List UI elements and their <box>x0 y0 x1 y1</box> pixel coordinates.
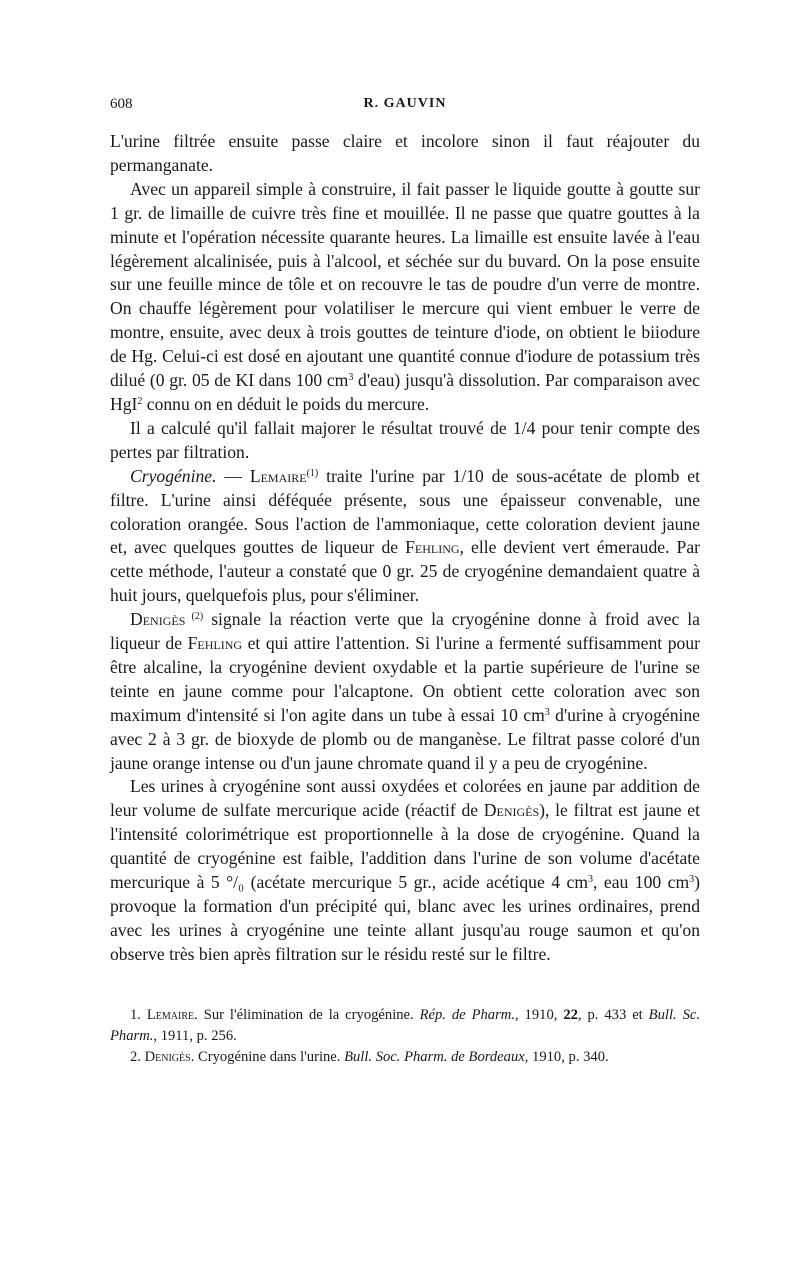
body-text <box>110 130 700 967</box>
text-run: d'urine à cryogénine avec 2 à 3 gr. de bioxyde de plomb ou de manganèse. Le filtrat passe coloré d'un jaune orange intense ou d'un jaune chromate quand il y a peu de cryogénine. <box>110 704 700 773</box>
running-head: R. GAUVIN <box>363 96 447 111</box>
paragraph-p4 <box>110 465 700 608</box>
small-caps-name: Lemaire <box>146 1006 195 1023</box>
text-run: , 1911, p. 256. <box>153 1027 237 1044</box>
small-caps-name: Denigès <box>483 800 540 821</box>
paragraph-p3 <box>110 417 700 465</box>
text-run: . Sur l'élimination de la cryogénine. <box>194 1006 420 1023</box>
footnote-fn2 <box>110 1047 700 1068</box>
italic-text: Bull. Sc. Pharm. <box>110 1006 700 1044</box>
superscript: 2 <box>137 395 143 407</box>
italic-text: Cryogénine. <box>130 465 217 486</box>
superscript: (1) <box>306 467 319 479</box>
text-run: L'urine filtrée ensuite passe claire et incolore sinon il faut réajouter du permanganate. <box>110 131 700 175</box>
paragraph-p6 <box>110 775 700 966</box>
text-run: 2. <box>130 1048 145 1065</box>
text-run: et qui attire l'attention. Si l'urine a fermenté suffisamment pour être alcaline, la cryogénine devient oxydable et la partie supérieure de l'urine se teinte en jaune comme pour l'alcaptone. On obtient cette coloration avec son maximum d'intensité si l'on agite dans un tube à essai 10 cm <box>110 633 700 725</box>
text-run: traite l'urine par 1/10 de sous-acétate de plomb et filtre. L'urine ainsi déféquée présente, sous une épaisseur convenable, une coloration orangée. Sous l'action de l'ammoniaque, cette coloration devient jaune et, avec quelques gouttes de liqueur de <box>110 465 700 558</box>
paragraph-p1 <box>110 130 700 178</box>
paragraph-p2 <box>110 178 700 417</box>
small-caps-name: Fehling <box>187 633 243 654</box>
footnotes <box>110 1005 700 1068</box>
text-run: . Cryogénine dans l'urine. <box>190 1048 345 1065</box>
text-run: ) provoque la formation d'un précipité qui, blanc avec les urines ordinaires, prend avec les urines à cryogénine une teinte allant jusqu'au rouge saumon et qu'on observe très bien après filtration sur le résidu resté sur le filtre. <box>110 872 700 964</box>
superscript: 3 <box>588 874 594 886</box>
text-run: signale la réaction verte que la cryogénine donne à froid avec la liqueur de <box>110 609 700 654</box>
superscript: (2) <box>185 611 204 623</box>
text-run: , elle devient vert émeraude. Par cette méthode, l'auteur a constaté que 0 gr. 25 de cryogénine demandaient quatre à huit jours, quelquefois plus, pour s'éliminer. <box>110 537 700 606</box>
superscript: 3 <box>689 874 695 886</box>
bold-text: 22 <box>563 1006 578 1023</box>
italic-text: Rép. de Pharm. <box>419 1006 515 1023</box>
document-page <box>110 92 700 1068</box>
text-run: Les urines à cryogénine sont aussi oxydées et colorées en jaune par addition de leur volume de sulfate mercurique acide (réactif de <box>110 776 700 821</box>
paragraph-p5 <box>110 608 700 775</box>
text-run: — <box>216 465 250 486</box>
page-header <box>110 92 700 116</box>
small-caps-name: Lemaire <box>249 465 307 486</box>
page-number: 608 <box>110 96 133 112</box>
small-caps-name: Denigès <box>130 609 186 630</box>
italic-text: Bull. Soc. Pharm. de Bordeaux <box>344 1048 525 1065</box>
superscript: 3 <box>348 372 354 384</box>
footnote-fn1 <box>110 1005 700 1047</box>
superscript: 3 <box>544 706 550 718</box>
text-run: , 1910, <box>514 1006 564 1023</box>
text-run: connu on en déduit le poids du mercure. <box>142 393 430 414</box>
text-run: 1. <box>130 1006 147 1023</box>
text-run: Avec un appareil simple à construire, il fait passer le liquide goutte à goutte sur 1 gr. de limaille de cuivre très fine et mouillée. Il ne passe que quatre gouttes à la minute et l'opération nécessite quarante heures. La limaille est ensuite lavée à l'eau légèrement alcalinisée, puis à l'alcool, et séchée sur du buvard. On la pose ensuite sur une feuille mince de tôle et on recouvre le tas de poudre d'un verre de montre. On chauffe légèrement pour volatiliser le mercure qui vient embuer le verre de montre, ensuite, avec deux à trois gouttes de teinture d'iode, on obtient le biiodure de Hg. Celui-ci est dosé en ajoutant une quantité connue d'iodure de potassium très dilué (0 gr. 05 de KI dans 100 cm <box>110 178 700 391</box>
small-caps-name: Denigès <box>144 1048 191 1065</box>
text-run: Il a calculé qu'il fallait majorer le résultat trouvé de 1/4 pour tenir compte des pertes par filtration. <box>110 417 700 462</box>
text-run: ), le filtrat est jaune et l'intensité colorimétrique est proportionnelle à la dose de cryogénine. Quand la quantité de cryogénine est faible, l'addition dans l'urine de son volume d'acétate mercurique à 5 °/₀ (acétate mercurique 5 gr., acide acétique 4 cm <box>110 800 700 893</box>
text-run: d'eau) jusqu'à dissolution. Par comparaison avec HgI <box>110 370 700 414</box>
small-caps-name: Fehling <box>405 537 460 558</box>
text-run: , p. 433 et <box>577 1006 649 1023</box>
text-run: , 1910, p. 340. <box>524 1048 609 1065</box>
text-run: , eau 100 cm <box>593 872 690 893</box>
